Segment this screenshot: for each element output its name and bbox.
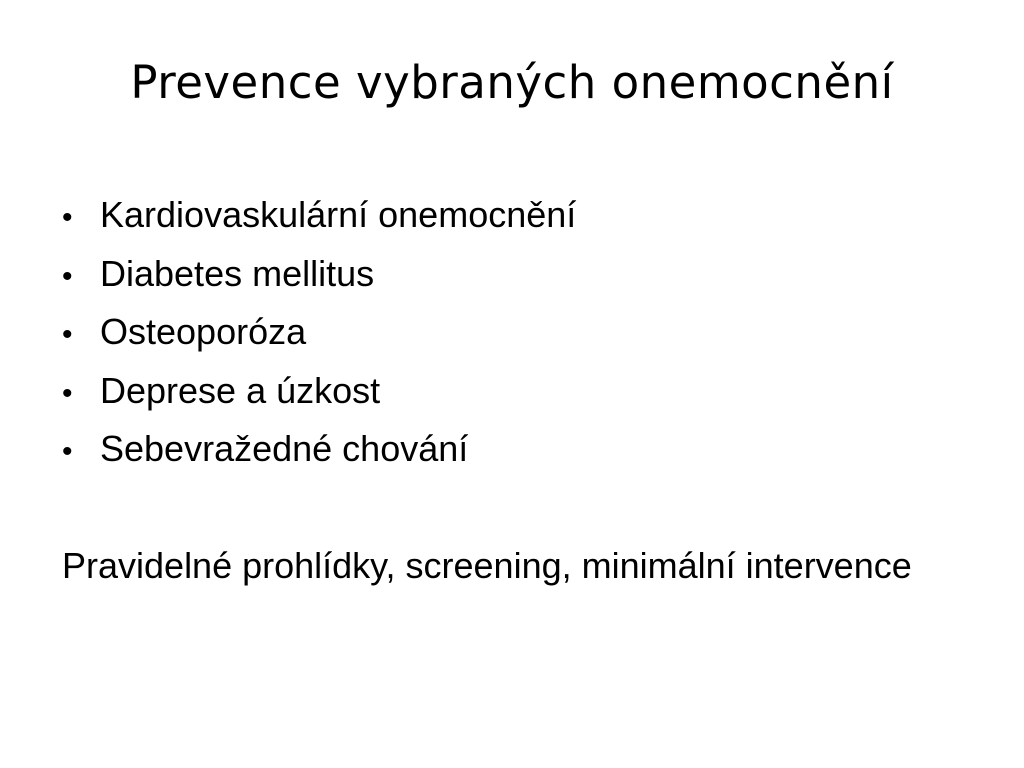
- list-item-text: Kardiovaskulární onemocnění: [100, 194, 577, 235]
- summary-text: Pravidelné prohlídky, screening, minimální intervence: [62, 545, 912, 586]
- list-item-text: Osteoporóza: [100, 311, 307, 352]
- bullet-icon: •: [62, 376, 73, 410]
- list-item: [62, 303, 576, 362]
- bullet-icon: •: [62, 201, 73, 234]
- bullet-icon: •: [62, 435, 73, 468]
- list-item: [62, 245, 576, 304]
- slide-title: Prevence vybraných onemocnění: [130, 56, 894, 109]
- list-item-text: Diabetes mellitus: [100, 252, 375, 294]
- bullet-list: [62, 186, 576, 479]
- list-item: [62, 420, 576, 479]
- list-item: [62, 362, 576, 421]
- bullet-icon: •: [62, 259, 73, 293]
- bullet-icon: •: [62, 318, 73, 351]
- list-item: [62, 186, 576, 245]
- list-item-text: Sebevražedné chování: [100, 428, 469, 469]
- list-item-text: Deprese a úzkost: [100, 369, 381, 411]
